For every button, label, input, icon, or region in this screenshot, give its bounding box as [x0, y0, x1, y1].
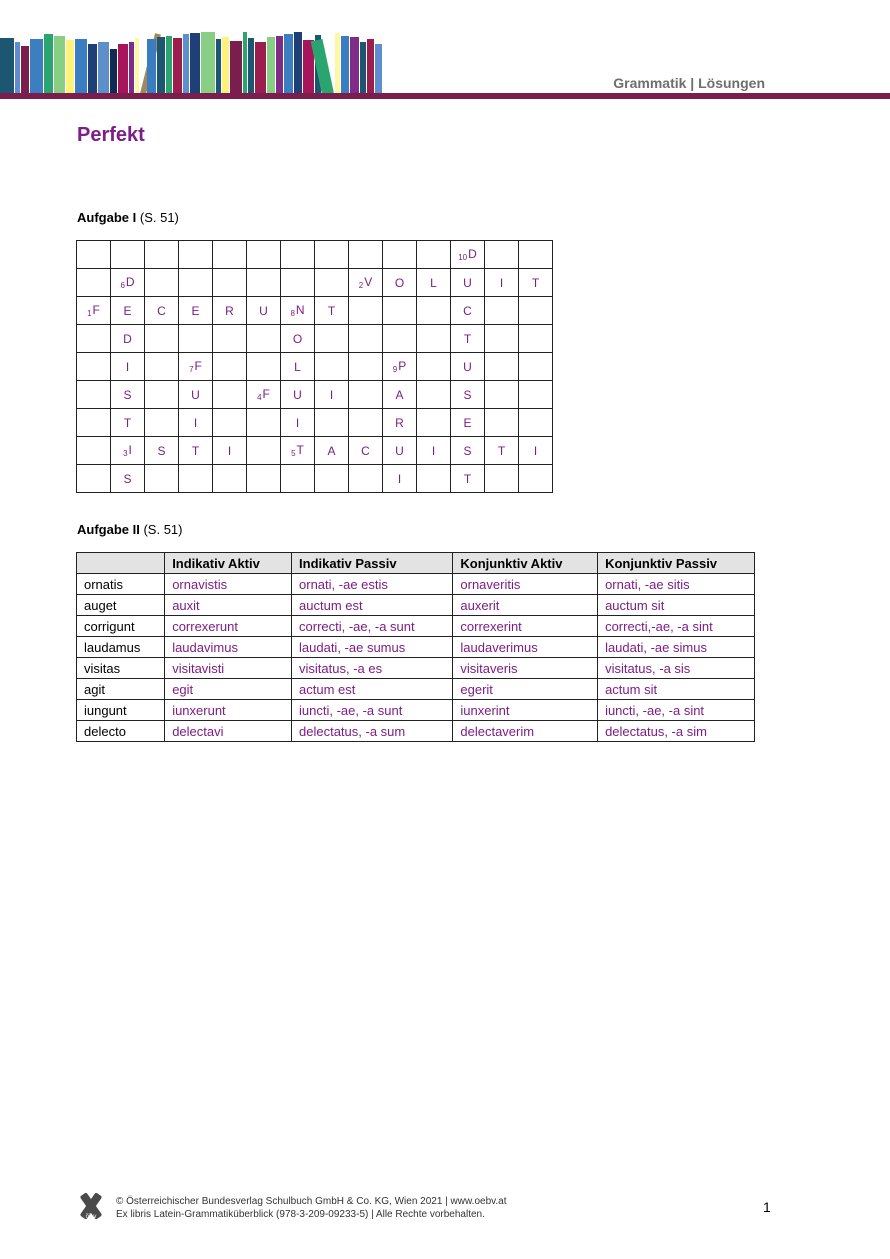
book-spine — [157, 37, 165, 94]
crossword-cell — [485, 325, 519, 353]
crossword-cell: U — [451, 353, 485, 381]
crossword-cell — [349, 353, 383, 381]
clue-number: 5 — [291, 449, 296, 458]
table-row — [77, 658, 755, 679]
crossword-cell — [247, 241, 281, 269]
crossword-cell: O — [281, 325, 315, 353]
crossword-cell: I — [383, 465, 417, 493]
clue-number: 4 — [257, 393, 262, 402]
crossword-cell — [349, 241, 383, 269]
crossword-cell — [247, 465, 281, 493]
crossword-cell: I — [213, 437, 247, 465]
crossword-cell: U — [451, 269, 485, 297]
task2-ref: (S. 51) — [143, 522, 183, 537]
book-spine — [248, 38, 254, 94]
book-spine — [66, 40, 74, 94]
clue-number: 6 — [120, 281, 125, 290]
base-form-cell: iungunt — [77, 700, 165, 721]
crossword-cell — [519, 409, 553, 437]
task1-heading — [77, 210, 179, 225]
crossword-cell: I — [111, 353, 145, 381]
answer-cell: iunxerint — [453, 700, 598, 721]
crossword-cell: S — [111, 381, 145, 409]
table-row — [77, 637, 755, 658]
book-spine — [88, 44, 97, 94]
column-header: Konjunktiv Aktiv — [453, 553, 598, 574]
table-row — [77, 679, 755, 700]
footer-line-1: © Österreichischer Bundesverlag Schulbuch GmbH & Co. KG, Wien 2021 | www.oebv.at — [116, 1196, 507, 1207]
answer-cell: auctum est — [292, 595, 453, 616]
crossword-cell — [315, 325, 349, 353]
crossword-cell — [417, 353, 451, 381]
book-spine — [190, 33, 200, 94]
crossword-cell — [315, 353, 349, 381]
book-spine — [54, 36, 65, 94]
book-spine — [267, 37, 275, 94]
crossword-cell: T — [451, 465, 485, 493]
answer-cell: laudati, -ae simus — [598, 637, 755, 658]
crossword-cell — [485, 297, 519, 325]
crossword-cell — [77, 241, 111, 269]
crossword-cell: I — [179, 409, 213, 437]
crossword-cell — [213, 353, 247, 381]
book-spine — [360, 42, 366, 94]
crossword-cell: $_3$I — [111, 437, 145, 465]
crossword-row — [77, 269, 553, 297]
footer-line-2: Ex libris Latein-Grammatiküberblick (978-3-209-09233-5) | Alle Rechte vorbehalten. — [116, 1209, 485, 1220]
book-spine — [135, 38, 139, 94]
crossword-cell: T — [111, 409, 145, 437]
crossword-cell: I — [519, 437, 553, 465]
task1-label: Aufgabe I — [77, 210, 137, 225]
crossword-cell — [383, 325, 417, 353]
bookshelf-banner — [0, 0, 450, 95]
crossword-cell — [77, 409, 111, 437]
column-header: Indikativ Passiv — [292, 553, 453, 574]
book-spine — [183, 34, 189, 94]
book-spine — [118, 44, 128, 94]
crossword-row — [77, 325, 553, 353]
answer-cell: egit — [165, 679, 292, 700]
crossword-cell — [519, 465, 553, 493]
base-form-cell: visitas — [77, 658, 165, 679]
crossword-cell — [247, 269, 281, 297]
crossword-cell: E — [111, 297, 145, 325]
crossword-cell — [315, 409, 349, 437]
crossword-cell — [77, 353, 111, 381]
crossword-cell: $_1$F — [77, 297, 111, 325]
book-spine — [129, 42, 134, 94]
crossword-cell — [485, 409, 519, 437]
crossword-cell — [349, 325, 383, 353]
answer-cell: actum est — [292, 679, 453, 700]
crossword-cell — [417, 241, 451, 269]
answer-cell: delectaverim — [453, 721, 598, 742]
crossword-cell: C — [349, 437, 383, 465]
crossword-cell — [315, 241, 349, 269]
crossword-cell: $_2$V — [349, 269, 383, 297]
answer-cell: laudaverimus — [453, 637, 598, 658]
crossword-cell: $_9$P — [383, 353, 417, 381]
clue-number: 10 — [458, 253, 468, 262]
crossword-cell — [247, 409, 281, 437]
crossword-cell — [315, 465, 349, 493]
crossword-cell — [145, 353, 179, 381]
crossword-cell — [145, 381, 179, 409]
crossword-cell — [179, 465, 213, 493]
base-form-cell: auget — [77, 595, 165, 616]
task2-label: Aufgabe II — [77, 522, 140, 537]
crossword-cell — [349, 381, 383, 409]
crossword-cell: S — [451, 437, 485, 465]
crossword-cell: U — [247, 297, 281, 325]
crossword-cell: U — [179, 381, 213, 409]
book-spine — [166, 36, 172, 94]
book-spine — [230, 41, 242, 94]
crossword-cell: T — [315, 297, 349, 325]
answer-cell: correcti,-ae, -a sint — [598, 616, 755, 637]
page-title: Perfekt — [77, 124, 145, 146]
answer-cell: correcti, -ae, -a sunt — [292, 616, 453, 637]
book-spine — [294, 32, 302, 94]
clue-number: 3 — [123, 449, 128, 458]
crossword-cell: $_5$T — [281, 437, 315, 465]
answer-cell: egerit — [453, 679, 598, 700]
answer-cell: ornati, -ae estis — [292, 574, 453, 595]
crossword-cell — [247, 353, 281, 381]
crossword-cell — [145, 465, 179, 493]
crossword-cell: I — [417, 437, 451, 465]
page-number: 1 — [763, 1199, 771, 1215]
answer-cell: iunxerunt — [165, 700, 292, 721]
crossword-cell — [417, 381, 451, 409]
answer-cell: ornati, -ae sitis — [598, 574, 755, 595]
answer-cell: actum sit — [598, 679, 755, 700]
crossword-cell — [417, 409, 451, 437]
crossword-cell — [519, 325, 553, 353]
crossword-cell — [485, 465, 519, 493]
book-spine — [173, 38, 182, 94]
base-form-cell: delecto — [77, 721, 165, 742]
table-row — [77, 721, 755, 742]
crossword-cell: S — [111, 465, 145, 493]
svg-text:öbv: öbv — [85, 1213, 97, 1220]
crossword-cell: A — [383, 381, 417, 409]
crossword-cell — [213, 381, 247, 409]
book-spine — [222, 37, 229, 94]
answer-cell: ornavistis — [165, 574, 292, 595]
answer-cell: laudati, -ae sumus — [292, 637, 453, 658]
crossword-cell — [213, 241, 247, 269]
crossword-cell: $_{10}$D — [451, 241, 485, 269]
crossword-cell — [519, 297, 553, 325]
book-spine — [147, 39, 156, 94]
crossword-cell: U — [383, 437, 417, 465]
book-spine — [367, 39, 374, 94]
crossword-row — [77, 297, 553, 325]
crossword-cell: I — [281, 409, 315, 437]
answer-cell: delectatus, -a sum — [292, 721, 453, 742]
crossword-cell — [485, 241, 519, 269]
crossword-cell: I — [315, 381, 349, 409]
answer-cell: laudavimus — [165, 637, 292, 658]
crossword-cell: T — [485, 437, 519, 465]
crossword-cell — [417, 297, 451, 325]
table-header-row — [77, 553, 755, 574]
book-spine — [335, 33, 340, 94]
clue-number: 7 — [189, 365, 194, 374]
clue-number: 1 — [87, 309, 92, 318]
table-row — [77, 700, 755, 721]
column-header: Konjunktiv Passiv — [598, 553, 755, 574]
book-spine — [311, 39, 334, 95]
crossword-cell — [247, 437, 281, 465]
crossword-cell — [315, 269, 349, 297]
book-spine — [375, 44, 382, 94]
answer-cell: correxerunt — [165, 616, 292, 637]
oebv-logo — [76, 1191, 106, 1221]
crossword-cell: $_6$D — [111, 269, 145, 297]
book-spine — [243, 32, 247, 94]
answer-cell: ornaveritis — [453, 574, 598, 595]
crossword-cell — [519, 241, 553, 269]
crossword-row — [77, 437, 553, 465]
table-row — [77, 616, 755, 637]
section-label: Grammatik | Lösungen — [613, 75, 765, 91]
base-form-cell: agit — [77, 679, 165, 700]
crossword-cell: $_4$F — [247, 381, 281, 409]
column-header: Indikativ Aktiv — [165, 553, 292, 574]
book-spine — [0, 38, 14, 94]
crossword-cell: U — [281, 381, 315, 409]
crossword-cell — [213, 269, 247, 297]
crossword-cell: R — [383, 409, 417, 437]
crossword-cell: T — [519, 269, 553, 297]
crossword-cell: R — [213, 297, 247, 325]
book-spine — [110, 49, 117, 94]
book-spine — [350, 37, 359, 94]
book-spine — [15, 42, 20, 94]
answer-cell: delectatus, -a sim — [598, 721, 755, 742]
book-spine — [216, 39, 221, 94]
crossword-row — [77, 409, 553, 437]
crossword-cell: E — [179, 297, 213, 325]
answer-cell: auctum sit — [598, 595, 755, 616]
crossword-cell — [417, 325, 451, 353]
book-spine — [98, 42, 109, 94]
crossword-cell — [145, 325, 179, 353]
crossword-cell: I — [485, 269, 519, 297]
answer-cell: iuncti, -ae, -a sint — [598, 700, 755, 721]
crossword-cell — [281, 269, 315, 297]
crossword-cell — [519, 353, 553, 381]
crossword-cell — [349, 409, 383, 437]
task1-ref: (S. 51) — [139, 210, 179, 225]
answer-cell: delectavi — [165, 721, 292, 742]
crossword-cell: E — [451, 409, 485, 437]
crossword-grid — [76, 240, 553, 493]
table-row — [77, 574, 755, 595]
crossword-cell: $_7$F — [179, 353, 213, 381]
perfect-forms-table — [76, 552, 755, 742]
answer-cell: auxerit — [453, 595, 598, 616]
crossword-cell — [77, 465, 111, 493]
crossword-cell — [111, 241, 145, 269]
answer-cell: visitavisti — [165, 658, 292, 679]
crossword-cell: $_8$N — [281, 297, 315, 325]
base-form-cell: corrigunt — [77, 616, 165, 637]
crossword-row — [77, 381, 553, 409]
crossword-cell — [281, 241, 315, 269]
crossword-cell — [485, 381, 519, 409]
crossword-cell: S — [451, 381, 485, 409]
crossword-row — [77, 353, 553, 381]
crossword-cell — [247, 325, 281, 353]
answer-cell: iuncti, -ae, -a sunt — [292, 700, 453, 721]
crossword-cell — [145, 241, 179, 269]
crossword-cell — [145, 409, 179, 437]
crossword-cell — [349, 465, 383, 493]
crossword-cell — [519, 381, 553, 409]
crossword-cell — [281, 465, 315, 493]
crossword-cell — [145, 269, 179, 297]
book-spine — [255, 42, 266, 94]
crossword-cell — [213, 325, 247, 353]
answer-cell: correxerint — [453, 616, 598, 637]
book-spine — [284, 34, 293, 94]
book-spine — [44, 34, 53, 94]
crossword-cell — [213, 465, 247, 493]
crossword-cell — [485, 353, 519, 381]
crossword-cell — [179, 241, 213, 269]
book-spine — [201, 32, 215, 94]
crossword-cell: O — [383, 269, 417, 297]
crossword-cell — [77, 437, 111, 465]
crossword-cell: T — [451, 325, 485, 353]
book-spine — [341, 36, 349, 94]
crossword-cell: L — [281, 353, 315, 381]
task2-heading — [77, 522, 182, 537]
table-row — [77, 595, 755, 616]
crossword-cell: T — [179, 437, 213, 465]
crossword-cell — [179, 325, 213, 353]
crossword-cell — [77, 269, 111, 297]
crossword-cell: C — [451, 297, 485, 325]
base-form-cell: laudamus — [77, 637, 165, 658]
book-spine — [276, 36, 283, 94]
clue-number: 8 — [290, 309, 295, 318]
footer-copyright — [116, 1195, 507, 1221]
book-spine — [75, 39, 87, 94]
book-spine — [30, 39, 43, 94]
crossword-row — [77, 241, 553, 269]
clue-number: 9 — [392, 365, 398, 374]
answer-cell: auxit — [165, 595, 292, 616]
crossword-cell — [77, 381, 111, 409]
book-spine — [21, 46, 29, 94]
answer-cell: visitatus, -a es — [292, 658, 453, 679]
crossword-cell: C — [145, 297, 179, 325]
crossword-cell: A — [315, 437, 349, 465]
answer-cell: visitaveris — [453, 658, 598, 679]
crossword-cell — [349, 297, 383, 325]
crossword-cell — [77, 325, 111, 353]
header-rule — [0, 93, 890, 99]
base-form-cell: ornatis — [77, 574, 165, 595]
crossword-row — [77, 465, 553, 493]
crossword-cell: S — [145, 437, 179, 465]
crossword-cell: L — [417, 269, 451, 297]
crossword-cell — [213, 409, 247, 437]
column-header — [77, 553, 165, 574]
crossword-cell — [383, 297, 417, 325]
crossword-cell: D — [111, 325, 145, 353]
answer-cell: visitatus, -a sis — [598, 658, 755, 679]
clue-number: 2 — [358, 281, 364, 290]
crossword-cell — [179, 269, 213, 297]
crossword-cell — [417, 465, 451, 493]
crossword-cell — [383, 241, 417, 269]
